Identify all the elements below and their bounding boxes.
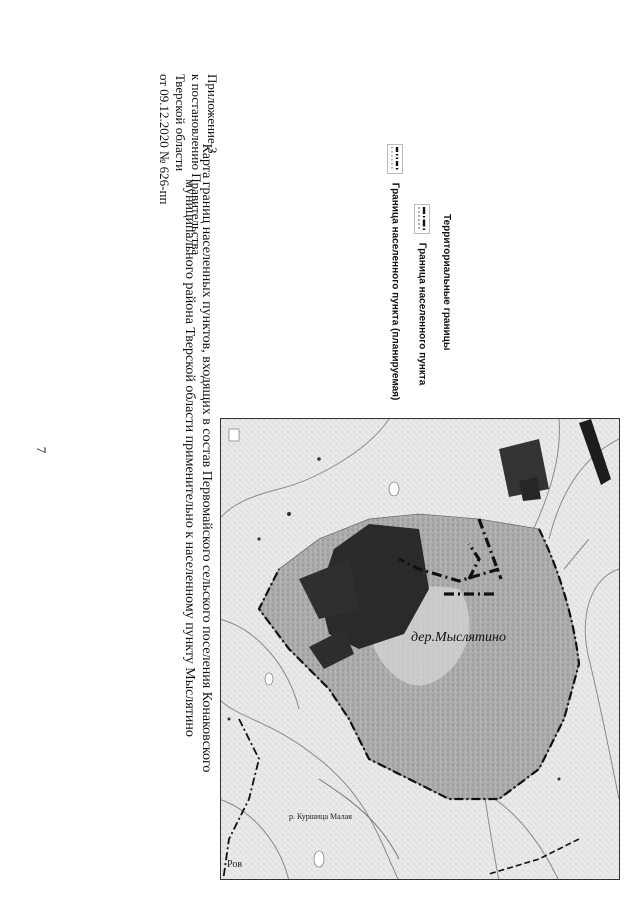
- map-canvas: [220, 419, 619, 880]
- legend-planned-swatch: [387, 144, 403, 174]
- edge-label: Ров: [227, 859, 243, 870]
- legend-item-boundary: [414, 204, 430, 385]
- map-title: [181, 118, 215, 798]
- pond-3: [314, 851, 324, 867]
- pond-1: [389, 482, 399, 496]
- pond-2: [265, 673, 273, 685]
- stream-label: р. Куршица Малая: [289, 812, 352, 821]
- plot-marker: [229, 429, 239, 441]
- legend-boundary-swatch: [414, 204, 430, 234]
- legend-boundary-label: Граница населенного пункта: [416, 242, 428, 386]
- map-title-line-1: Карта границ населенных пунктов, входящих в состав Первомайского сельского поселения Конаковского: [199, 143, 214, 773]
- page-number: 7: [34, 446, 49, 454]
- legend-heading: Территориальные границы: [441, 214, 452, 351]
- appendix-line-1: Приложение 3: [205, 74, 220, 154]
- map-legend: [342, 44, 452, 404]
- appendix-line-3: Тверской области: [173, 74, 188, 172]
- map-title-line-2: муниципального района Тверской области применительно к населенному пункту Мыслятино: [182, 179, 197, 737]
- settlement-label: дер.Мыслятино: [411, 630, 506, 645]
- legend-planned-label: Граница населенного пункта (планируемая): [389, 182, 401, 401]
- boundary-map: [220, 418, 620, 880]
- appendix-line-2: к постановлению Правительства: [189, 74, 204, 256]
- legend-item-planned-boundary: [387, 144, 403, 400]
- appendix-line-4: от 09.12.2020 № 626-пп: [157, 74, 172, 205]
